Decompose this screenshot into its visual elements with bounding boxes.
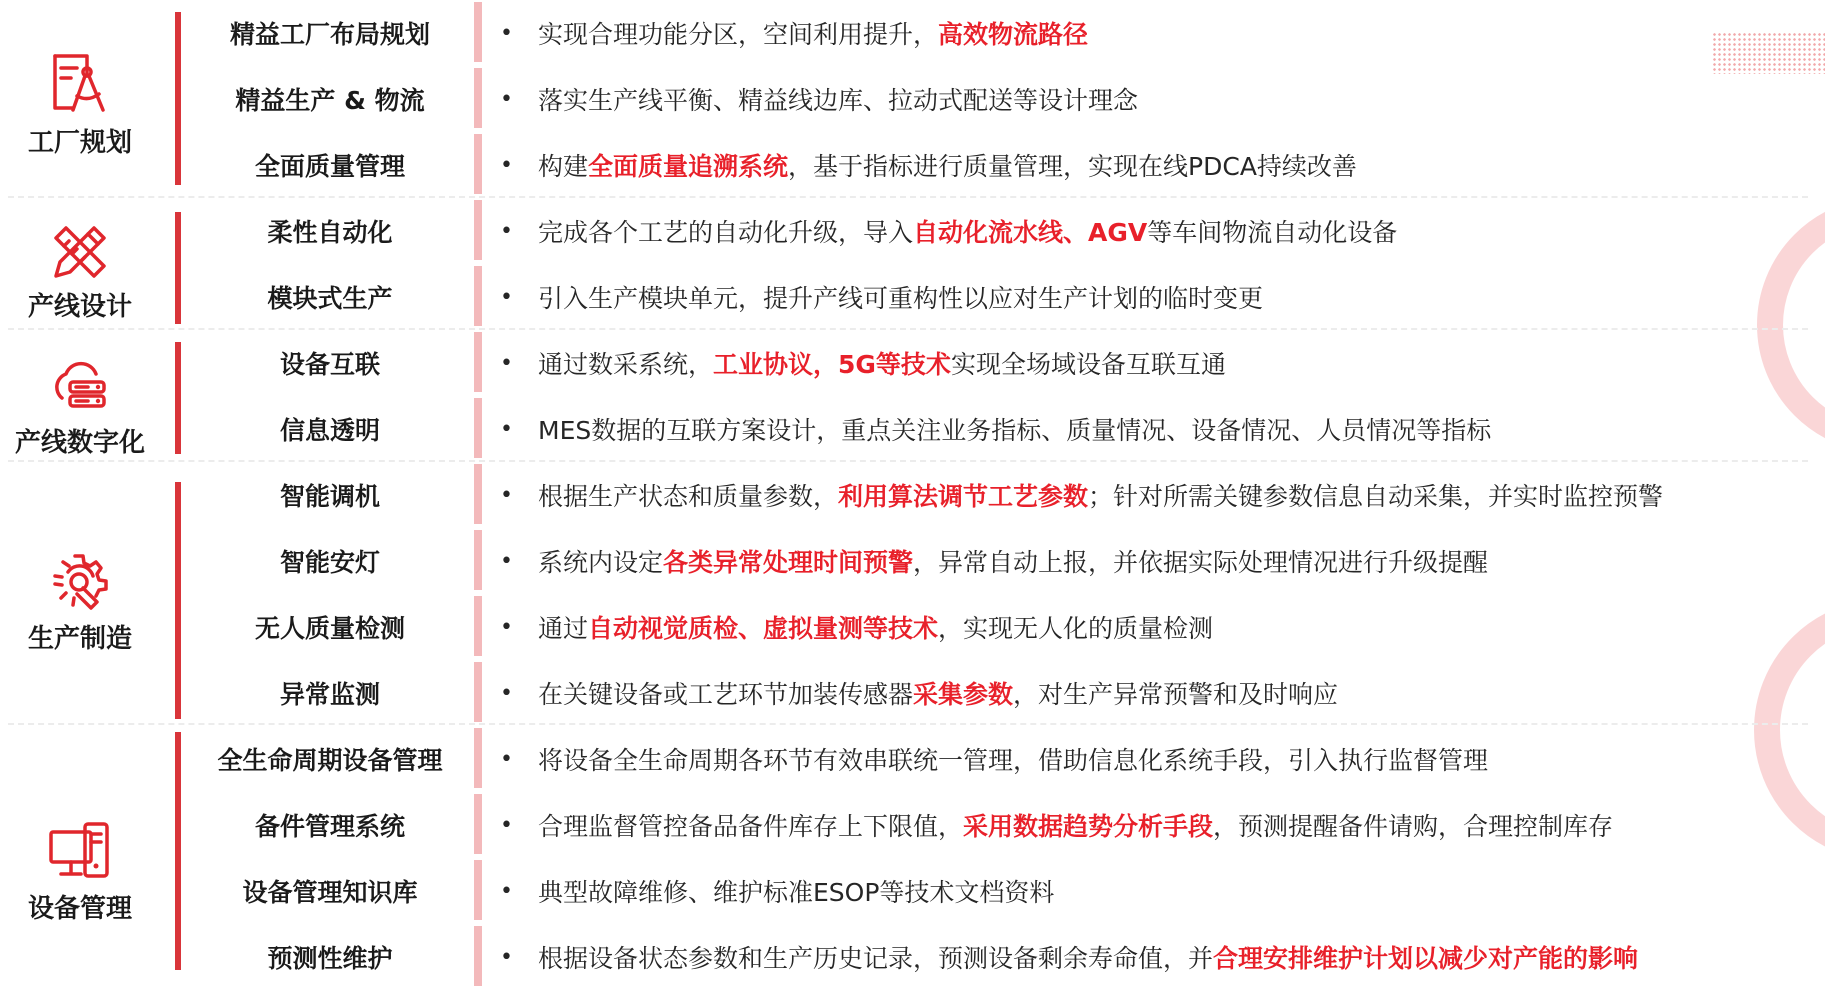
- bullet-icon: •: [500, 614, 513, 640]
- description-text: 通过: [538, 614, 589, 643]
- table-row: [0, 858, 1825, 924]
- row-divider-bar: [474, 728, 482, 788]
- row-divider-bar: [474, 794, 482, 854]
- row-subtitle: 预测性维护: [267, 944, 393, 973]
- category-label: 工厂规划: [27, 128, 132, 158]
- row-subtitle: 全生命周期设备管理: [217, 746, 443, 775]
- row-subtitle: 无人质量检测: [254, 614, 405, 643]
- highlighted-text: 利用算法调节工艺参数: [838, 482, 1089, 511]
- table-row: [0, 462, 1825, 528]
- description-text: 典型故障维修、维护标准ESOP等技术文档资料: [538, 878, 1055, 907]
- bullet-icon: •: [500, 680, 513, 706]
- table-row: [0, 528, 1825, 594]
- row-description: [500, 396, 1820, 462]
- highlighted-text: 各类异常处理时间预警: [663, 548, 914, 577]
- table-row: [0, 792, 1825, 858]
- row-description: [500, 330, 1820, 396]
- table-row: [0, 0, 1825, 66]
- description-text: 构建: [538, 152, 589, 181]
- row-subtitle: 设备管理知识库: [242, 878, 418, 907]
- row-subtitle: 模块式生产: [267, 284, 393, 313]
- description-text: 将设备全生命周期各环节有效串联统一管理，借助信息化系统手段，引入执行监督管理: [538, 746, 1489, 775]
- category-label: 产线设计: [27, 292, 132, 322]
- row-description: [500, 132, 1820, 198]
- description-text: ；针对所需关键参数信息自动采集，并实时监控预警: [1088, 482, 1664, 511]
- description-text: 在关键设备或工艺环节加装传感器: [538, 680, 914, 709]
- description-text: 通过数采系统，: [538, 350, 714, 379]
- description-text: MES数据的互联方案设计，重点关注业务指标、质量情况、设备情况、人员情况等指标: [538, 416, 1492, 445]
- row-description: [500, 198, 1820, 264]
- row-description: [500, 726, 1820, 792]
- row-divider-bar: [474, 398, 482, 458]
- row-subtitle: 备件管理系统: [254, 812, 405, 841]
- row-description: [500, 924, 1820, 990]
- row-divider-bar: [474, 596, 482, 656]
- row-subtitle: 信息透明: [279, 416, 380, 445]
- bullet-icon: •: [500, 416, 513, 442]
- description-text: ，实现无人化的质量检测: [938, 614, 1214, 643]
- row-divider-bar: [474, 200, 482, 260]
- row-subtitle: 全面质量管理: [254, 152, 405, 181]
- description-text: 根据设备状态参数和生产历史记录，预测设备剩余寿命值，并: [538, 944, 1214, 973]
- row-subtitle: 柔性自动化: [267, 218, 393, 247]
- description-text: ，对生产异常预警和及时响应: [1013, 680, 1339, 709]
- row-description: [500, 462, 1820, 528]
- bullet-icon: •: [500, 20, 513, 46]
- row-divider-bar: [474, 134, 482, 194]
- highlighted-text: 工业协议，5G等技术: [713, 350, 951, 379]
- description-text: ，基于指标进行质量管理，实现在线PDCA持续改善: [788, 152, 1357, 181]
- row-divider-bar: [474, 860, 482, 920]
- row-subtitle: 智能调机: [279, 482, 380, 511]
- row-description: [500, 660, 1820, 726]
- table-row: [0, 726, 1825, 792]
- row-subtitle: 精益生产 & 物流: [235, 86, 425, 115]
- description-text: 实现全场域设备互联互通: [950, 350, 1226, 379]
- row-divider-bar: [474, 266, 482, 326]
- table-row: [0, 198, 1825, 264]
- row-divider-bar: [474, 530, 482, 590]
- description-text: 落实生产线平衡、精益线边库、拉动式配送等设计理念: [538, 86, 1139, 115]
- bullet-icon: •: [500, 284, 513, 310]
- table-row: [0, 66, 1825, 132]
- bullet-icon: •: [500, 218, 513, 244]
- row-description: [500, 858, 1820, 924]
- bullet-icon: •: [500, 878, 513, 904]
- highlighted-text: 采集参数: [913, 680, 1014, 709]
- description-text: 合理监督管控备品备件库存上下限值，: [538, 812, 964, 841]
- description-text: 引入生产模块单元，提升产线可重构性以应对生产计划的临时变更: [538, 284, 1264, 313]
- row-subtitle: 智能安灯: [279, 548, 380, 577]
- table-row: [0, 924, 1825, 990]
- row-description: [500, 528, 1820, 594]
- highlighted-text: 高效物流路径: [938, 20, 1089, 49]
- highlighted-text: 全面质量追溯系统: [588, 152, 789, 181]
- table-row: [0, 594, 1825, 660]
- table-row: [0, 660, 1825, 726]
- row-divider-bar: [474, 926, 482, 986]
- bullet-icon: •: [500, 350, 513, 376]
- row-subtitle: 精益工厂布局规划: [229, 20, 430, 49]
- bullet-icon: •: [500, 482, 513, 508]
- row-divider-bar: [474, 464, 482, 524]
- description-text: 系统内设定: [538, 548, 664, 577]
- bullet-icon: •: [500, 944, 513, 970]
- bullet-icon: •: [500, 812, 513, 838]
- highlighted-text: 合理安排维护计划以减少对产能的影响: [1213, 944, 1639, 973]
- row-description: [500, 594, 1820, 660]
- category-label: 生产制造: [27, 624, 132, 654]
- row-divider-bar: [474, 68, 482, 128]
- description-text: ，异常自动上报，并依据实际处理情况进行升级提醒: [913, 548, 1489, 577]
- category-label: 产线数字化: [14, 428, 145, 458]
- table-row: [0, 396, 1825, 462]
- table-row: [0, 132, 1825, 198]
- bullet-icon: •: [500, 86, 513, 112]
- row-subtitle: 异常监测: [279, 680, 380, 709]
- bullet-icon: •: [500, 548, 513, 574]
- row-description: [500, 66, 1820, 132]
- description-text: 实现合理功能分区，空间利用提升，: [538, 20, 939, 49]
- row-description: [500, 792, 1820, 858]
- description-text: 完成各个工艺的自动化升级，导入: [538, 218, 914, 247]
- row-divider-bar: [474, 662, 482, 722]
- row-description: [500, 0, 1820, 66]
- bullet-icon: •: [500, 152, 513, 178]
- row-description: [500, 264, 1820, 330]
- row-divider-bar: [474, 332, 482, 392]
- description-text: 等车间物流自动化设备: [1147, 218, 1398, 247]
- highlighted-text: 自动视觉质检、虚拟量测等技术: [588, 614, 939, 643]
- row-subtitle: 设备互联: [279, 350, 380, 379]
- highlighted-text: 自动化流水线、AGV: [913, 218, 1148, 247]
- category-label: 设备管理: [27, 894, 132, 924]
- row-divider-bar: [474, 2, 482, 62]
- table-row: [0, 330, 1825, 396]
- table-row: [0, 264, 1825, 330]
- bullet-icon: •: [500, 746, 513, 772]
- description-text: 根据生产状态和质量参数，: [538, 482, 839, 511]
- description-text: ，预测提醒备件请购，合理控制库存: [1213, 812, 1614, 841]
- highlighted-text: 采用数据趋势分析手段: [963, 812, 1214, 841]
